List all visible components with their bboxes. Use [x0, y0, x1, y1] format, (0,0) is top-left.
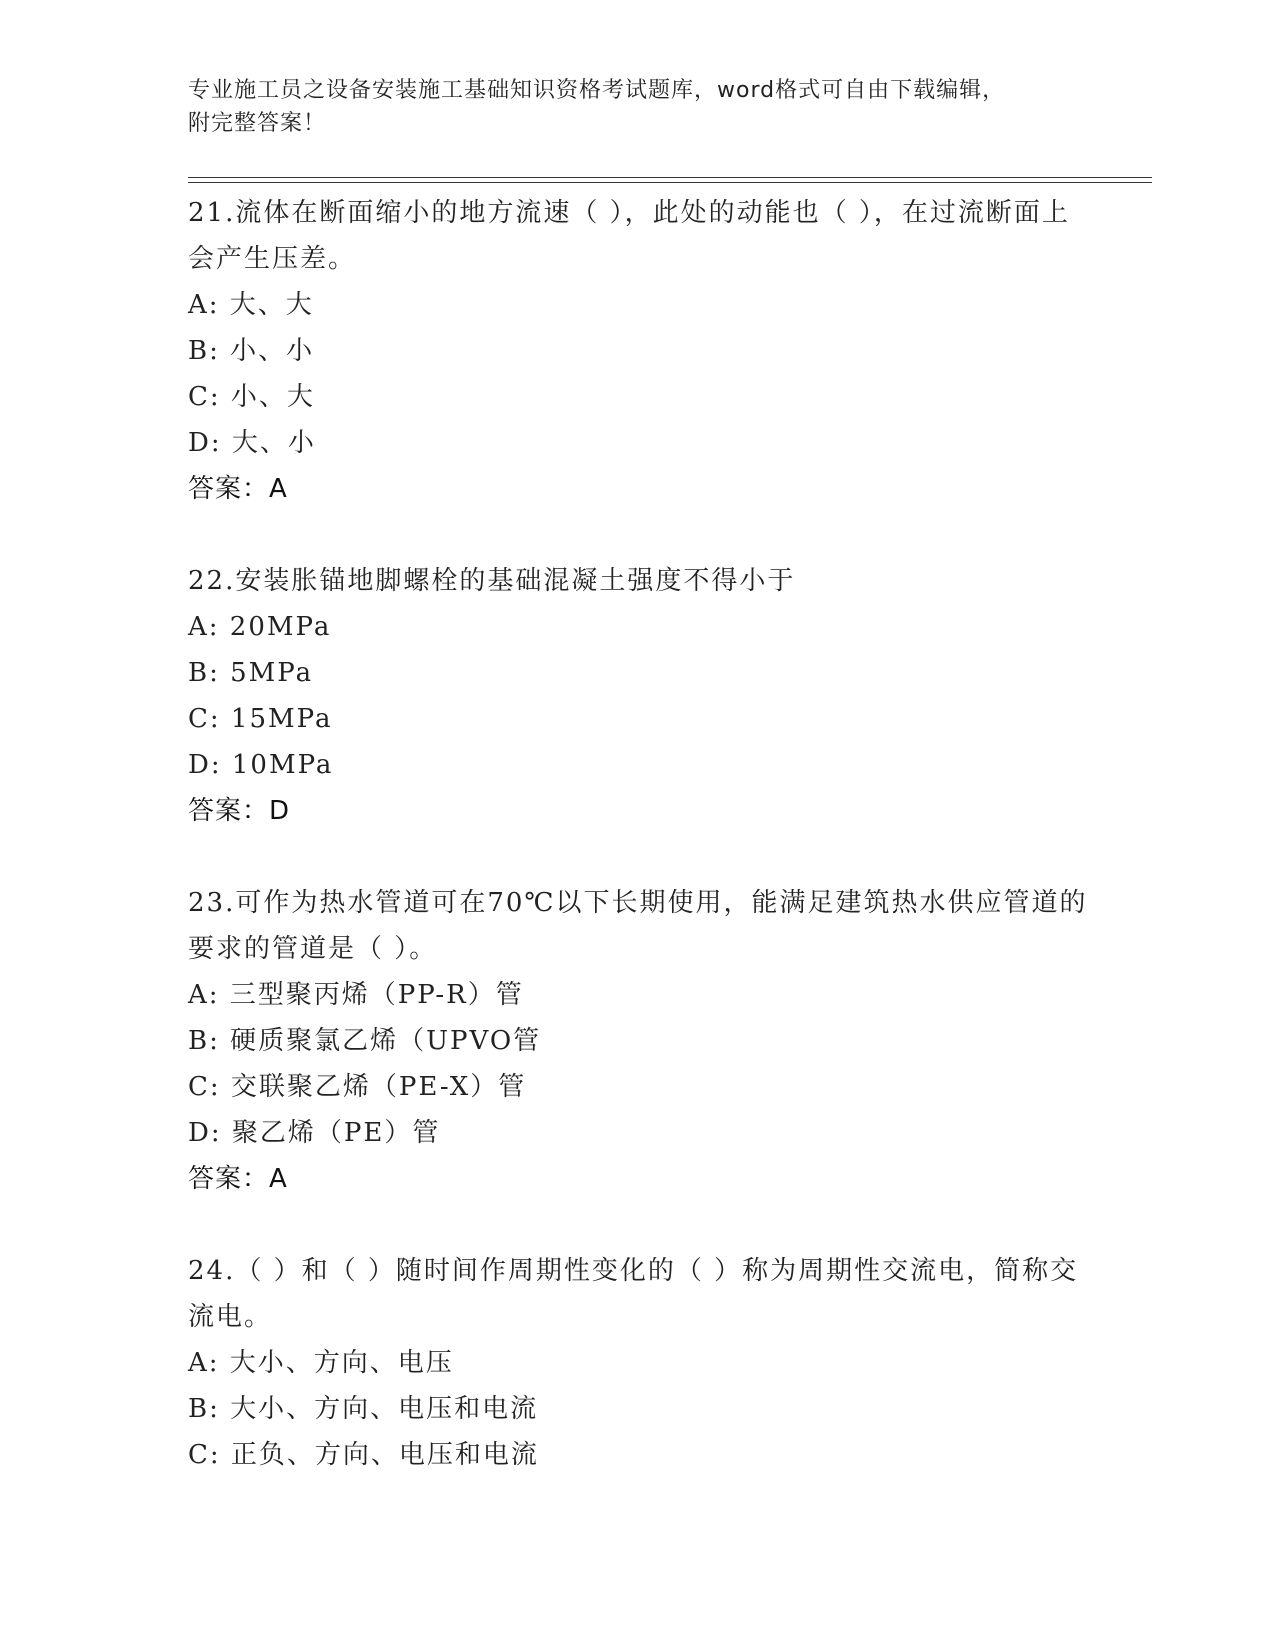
option-a: A: 三型聚丙烯（PP-R）管	[188, 980, 524, 1010]
question-24	[188, 1248, 1088, 1478]
header-divider-top	[188, 177, 1152, 178]
question-text: 23.可作为热水管道可在70℃以下长期使用，能满足建筑热水供应管道的要求的管道是（ ）。	[188, 888, 1088, 964]
question-spacer	[188, 834, 1088, 880]
question-text: 22.安装胀锚地脚螺栓的基础混凝土强度不得小于	[188, 566, 796, 596]
option-c: C: 正负、方向、电压和电流	[188, 1440, 539, 1470]
option-c: C: 小、大	[188, 382, 315, 412]
question-spacer	[188, 512, 1088, 558]
question-21	[188, 190, 1088, 512]
header-line-2: 附完整答案！	[188, 111, 327, 136]
option-b: B: 硬质聚氯乙烯（UPVO管	[188, 1026, 542, 1056]
option-b: B: 大小、方向、电压和电流	[188, 1394, 539, 1424]
answer-label: 答案：A	[188, 474, 288, 504]
option-c: C: 交联聚乙烯（PE-X）管	[188, 1072, 527, 1102]
question-list	[188, 190, 1088, 1478]
option-c: C: 15MPa	[188, 704, 333, 734]
question-text: 21.流体在断面缩小的地方流速（ ），此处的动能也（ ），在过流断面上会产生压差。	[188, 198, 1070, 274]
answer-label: 答案：A	[188, 1164, 288, 1194]
question-23	[188, 880, 1088, 1202]
option-d: D: 聚乙烯（PE）管	[188, 1118, 441, 1148]
answer-label: 答案：D	[188, 796, 291, 826]
header-divider-bottom	[188, 182, 1152, 183]
option-a: A: 大小、方向、电压	[188, 1348, 454, 1378]
option-b: B: 小、小	[188, 336, 315, 366]
question-text: 24.（ ）和（ ）随时间作周期性变化的（ ）称为周期性交流电，简称交流电。	[188, 1256, 1079, 1332]
option-d: D: 10MPa	[188, 750, 334, 780]
header-line-1: 专业施工员之设备安装施工基础知识资格考试题库，word格式可自由下载编辑，	[188, 78, 1006, 103]
document-header	[188, 74, 1088, 140]
option-a: A: 20MPa	[188, 612, 332, 642]
option-d: D: 大、小	[188, 428, 316, 458]
option-a: A: 大、大	[188, 290, 314, 320]
question-22	[188, 558, 1088, 834]
option-b: B: 5MPa	[188, 658, 314, 688]
question-spacer	[188, 1202, 1088, 1248]
